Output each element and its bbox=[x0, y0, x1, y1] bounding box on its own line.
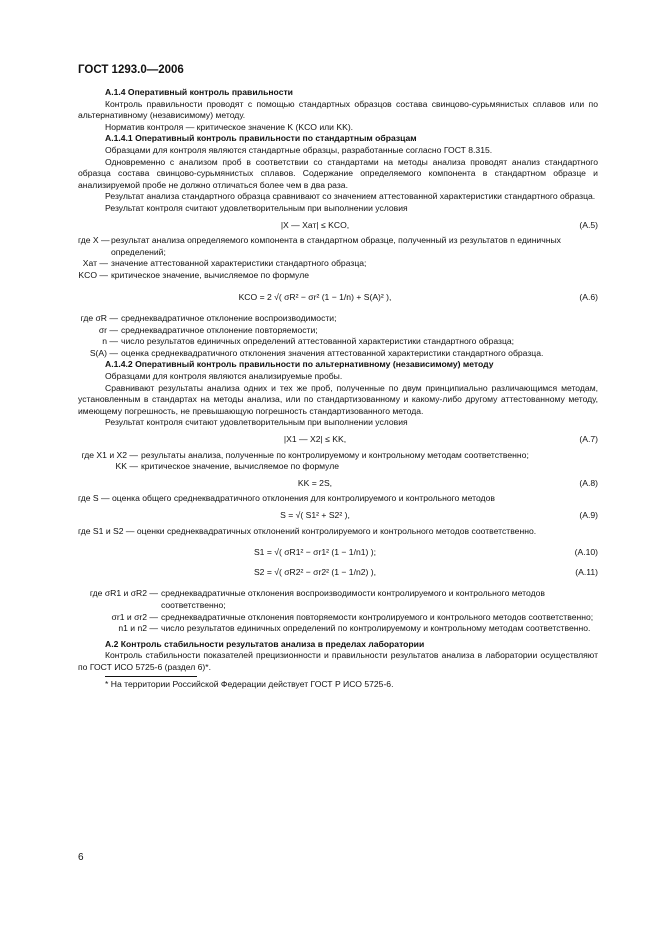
equation-a10 bbox=[78, 547, 598, 559]
definition-symbol: где X — bbox=[78, 235, 110, 246]
definition-symbol: где σR1 и σR2 — bbox=[89, 588, 158, 599]
section-a2-heading: А.2 Контроль стабильности результатов анализа в пределах лаборатории bbox=[105, 638, 425, 649]
paragraph: Одновременно с анализом проб в соответствии со стандартами на методы анализа проводят анализ стандартного образца состава свинцово-сурьмянистых сплавов. Содержание определяемого компонента в стандартном образце и анализируемой пробе не должно отличаться более чем в два раза. bbox=[78, 156, 598, 190]
page-number: 6 bbox=[78, 852, 84, 863]
definition-text: число результатов единичных определений по контролируемому и контрольному методам соответственно. bbox=[161, 623, 591, 634]
definition-text: критическое значение, вычисляемое по формуле bbox=[111, 269, 310, 280]
paragraph: Норматив контроля — критическое значение K (KCO или KK). bbox=[105, 121, 354, 132]
definition-row bbox=[78, 461, 598, 473]
equation-a11 bbox=[78, 567, 598, 579]
definition-row bbox=[78, 336, 598, 348]
definition-text: результат анализа определяемого компонента в стандартном образце, полученный из результатов n единичных определений; bbox=[111, 235, 561, 257]
definition-text: значение аттестованной характеристики стандартного образца; bbox=[111, 258, 367, 269]
paragraph: Результат анализа стандартного образца сравнивают со значением аттестованной характеристики стандартного образца. bbox=[105, 191, 596, 202]
equation-number: (А.11) bbox=[575, 566, 598, 577]
definition-symbol: где σR — bbox=[80, 313, 118, 324]
paragraph: Контроль стабильности показателей прецизионности и правильности результатов анализа в лаборатории осуществляют по ГОСТ ИСО 5725-6 (раздел 6)*. bbox=[78, 650, 598, 672]
definition-symbol: KCO — bbox=[78, 269, 108, 280]
equation-formula: S2 = √( σR2² − σr2² (1 − 1/n2) ), bbox=[253, 566, 377, 577]
definition-text: оценка среднеквадратичного отклонения значения аттестованной характеристики стандартного образца. bbox=[121, 347, 544, 358]
definition-symbol: n — bbox=[102, 336, 118, 347]
equation-a7 bbox=[78, 434, 598, 446]
definition-row bbox=[78, 348, 598, 360]
definition-text: среднеквадратичное отклонение повторяемости; bbox=[121, 324, 318, 335]
document-header: ГОСТ 1293.0—2006 bbox=[78, 64, 184, 76]
definition-text: среднеквадратичное отклонение воспроизводимости; bbox=[121, 313, 337, 324]
definition-text: критическое значение, вычисляемое по формуле bbox=[141, 461, 340, 472]
definition-text: число результатов единичных определений аттестованной характеристики стандартного образца; bbox=[121, 336, 515, 347]
definition-symbol: n1 и n2 — bbox=[118, 623, 158, 634]
paragraph: Контроль правильности проводят с помощью стандартных образцов состава свинцово-сурьмянистых сплавов или по альтернативному (независимому) методу. bbox=[78, 98, 598, 121]
paragraph: Образцами для контроля являются анализируемые пробы. bbox=[105, 371, 343, 382]
equation-number: (А.6) bbox=[579, 291, 598, 302]
definition-row bbox=[78, 450, 598, 462]
equation-a8 bbox=[78, 478, 598, 490]
equation-formula: KCO = 2 √( σR² − σr² (1 − 1/n) + S(A)² ), bbox=[238, 291, 392, 302]
paragraph: Результат контроля считают удовлетворительным при выполнении условия bbox=[105, 417, 408, 428]
definition-row bbox=[78, 588, 598, 611]
definition-symbol: σr1 и σr2 — bbox=[111, 611, 158, 622]
definition-text: среднеквадратичные отклонения воспроизводимости контролируемого и контрольного методов соответственно; bbox=[161, 588, 545, 610]
equation-formula: S1 = √( σR1² − σr1² (1 − 1/n1) ); bbox=[253, 547, 377, 558]
equation-formula: |X — Xат| ≤ KCO, bbox=[280, 219, 350, 230]
equation-number: (А.8) bbox=[579, 477, 598, 488]
definition-row bbox=[78, 325, 598, 337]
definition-symbol: σr — bbox=[98, 324, 118, 335]
section-a14-heading: А.1.4 Оперативный контроль правильности bbox=[105, 87, 293, 97]
equation-formula: KK = 2S, bbox=[297, 477, 333, 488]
definition-line: где S1 и S2 — оценки среднеквадратичных отклонений контролируемого и контрольного методов соответственно. bbox=[78, 525, 537, 536]
definition-symbol: где X1 и X2 — bbox=[81, 449, 138, 460]
definition-row bbox=[78, 313, 598, 325]
definition-row bbox=[78, 623, 598, 635]
footnote: * На территории Российской Федерации действует ГОСТ Р ИСО 5725-6. bbox=[105, 678, 394, 689]
section-a141-heading: А.1.4.1 Оперативный контроль правильности по стандартным образцам bbox=[105, 133, 417, 144]
equation-number: (А.10) bbox=[574, 547, 598, 558]
definition-text: результаты анализа, полученные по контролируемому и контрольному методам соответственно; bbox=[141, 449, 529, 460]
equation-formula: S = √( S1² + S2² ), bbox=[280, 510, 350, 520]
definition-symbol: S(A) — bbox=[89, 347, 118, 358]
page-body bbox=[78, 87, 598, 690]
definition-row bbox=[78, 270, 598, 282]
section-a142-heading: А.1.4.2 Оперативный контроль правильности по альтернативному (независимому) методу bbox=[105, 359, 494, 370]
definition-text: среднеквадратичные отклонения повторяемости контролируемого и контрольного методов соответственно; bbox=[161, 611, 594, 622]
equation-a5 bbox=[78, 220, 598, 232]
equation-a6 bbox=[78, 292, 598, 304]
definition-row bbox=[78, 612, 598, 624]
definition-symbol: KK — bbox=[115, 461, 138, 472]
equation-number: (А.9) bbox=[579, 510, 598, 520]
equation-formula: |X1 — X2| ≤ KK, bbox=[283, 434, 347, 445]
definition-row bbox=[78, 258, 598, 270]
equation-number: (А.5) bbox=[579, 219, 598, 230]
equation-number: (А.7) bbox=[579, 434, 598, 445]
definition-row bbox=[78, 235, 598, 258]
footnote-divider bbox=[105, 676, 197, 677]
definition-symbol: Xат — bbox=[82, 258, 108, 269]
paragraph: Результат контроля считают удовлетворительным при выполнении условия bbox=[105, 202, 408, 213]
paragraph: Сравнивают результаты анализа одних и тех же проб, полученные по двум принципиально различающимся методам, установленным в стандартах на методы анализа, или по стандартизованному и какому-либо другому аттестованному методу, имеющему погрешность, не превышающую погрешность стандартизованного метода. bbox=[78, 382, 598, 416]
equation-a9 bbox=[78, 510, 598, 522]
paragraph: Образцами для контроля являются стандартные образцы, разработанные согласно ГОСТ 8.315. bbox=[105, 144, 493, 155]
definition-line: где S — оценка общего среднеквадратичного отклонения для контролируемого и контрольного методов bbox=[78, 493, 495, 504]
